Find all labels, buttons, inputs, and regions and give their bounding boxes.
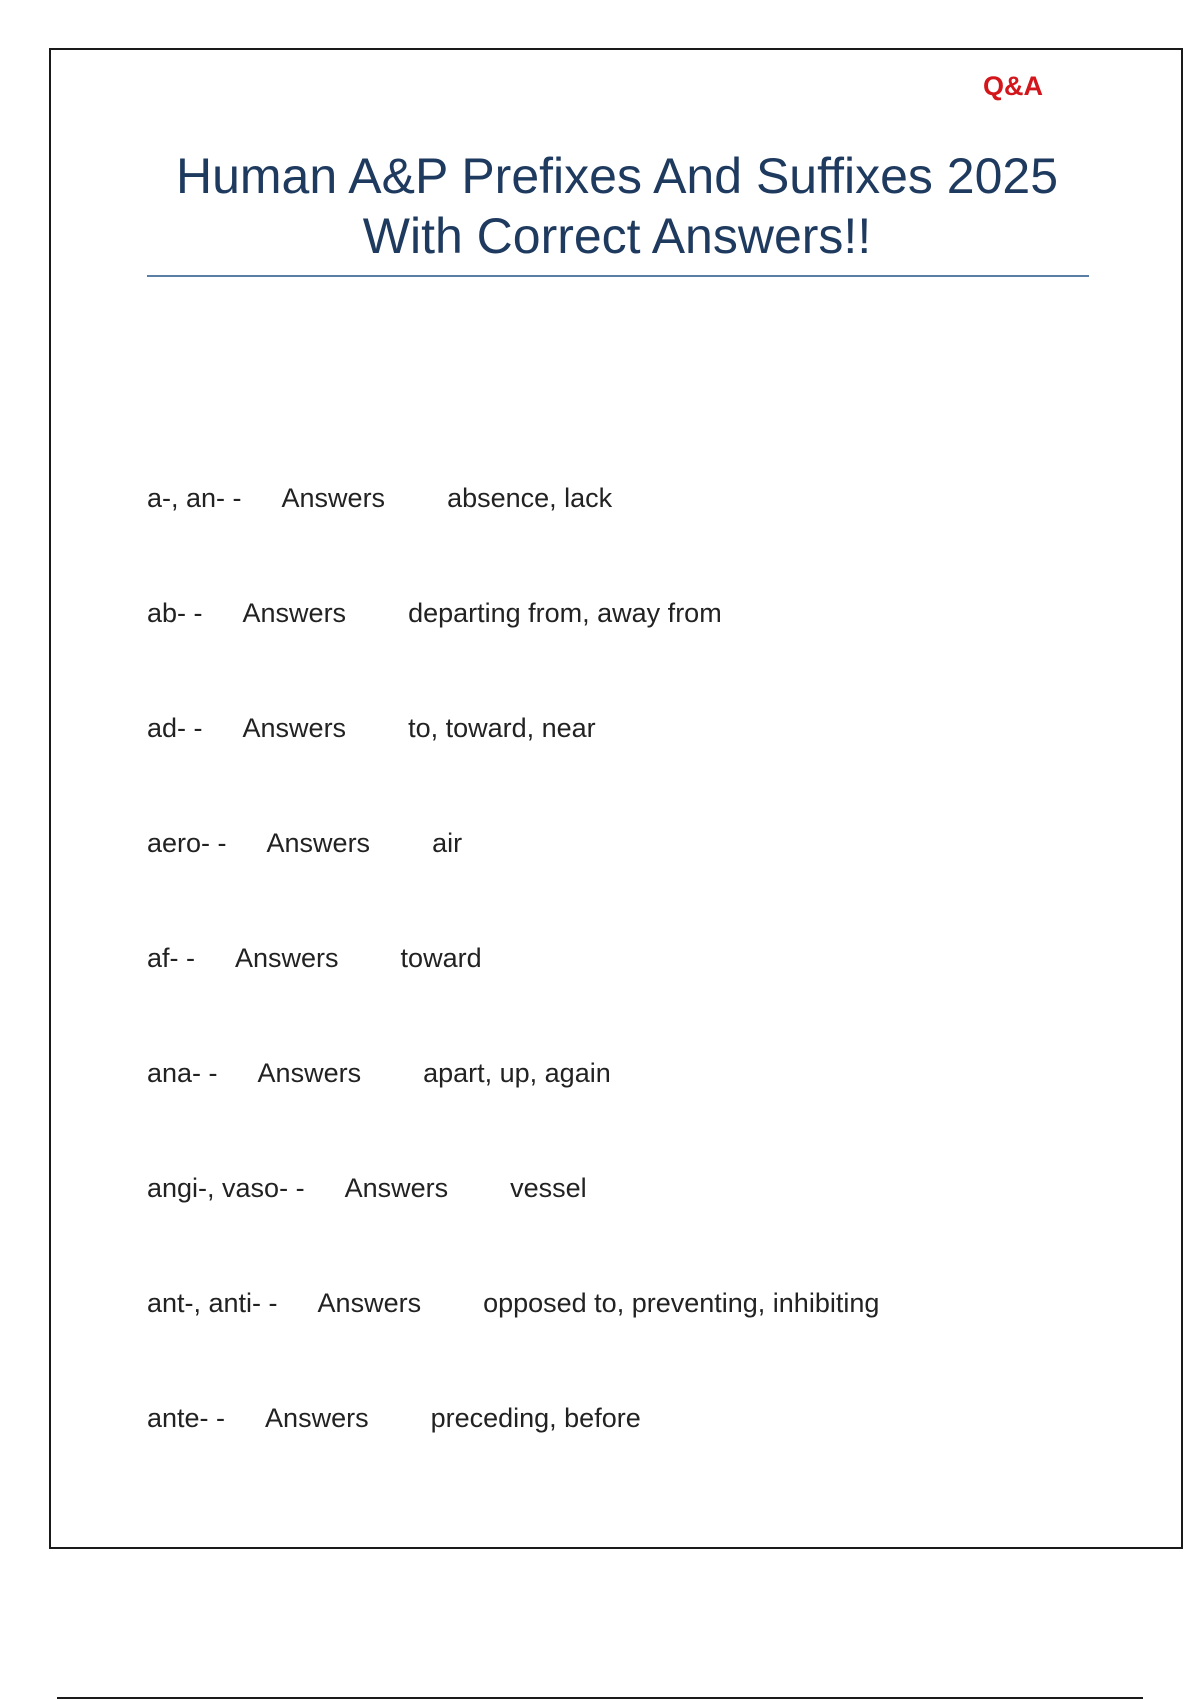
title-divider (147, 275, 1089, 277)
page-frame (49, 48, 1183, 1549)
list-item (147, 1398, 641, 1438)
entry-definition: toward (400, 943, 482, 973)
entry-term: ant-, anti- - (147, 1288, 278, 1318)
entry-term: a-, an- - (147, 483, 242, 513)
entry-term: ante- - (147, 1403, 226, 1433)
entry-definition: apart, up, again (423, 1058, 611, 1088)
entry-term: aero- - (147, 828, 227, 858)
entry-term: ab- - (147, 598, 203, 628)
entry-answer-label: Answers (265, 1403, 369, 1433)
entry-answer-label: Answers (257, 1058, 362, 1088)
title-line-1: Human A&P Prefixes And Suffixes 2025 (175, 148, 1059, 204)
list-item (147, 593, 722, 633)
entry-definition: absence, lack (447, 483, 613, 513)
qa-tag: Q&A (983, 71, 1043, 101)
entry-definition: preceding, before (430, 1403, 641, 1433)
entry-definition: to, toward, near (408, 713, 596, 743)
list-item (147, 823, 462, 863)
list-item (147, 708, 596, 748)
entry-term: ad- - (147, 713, 203, 743)
entry-answer-label: Answers (317, 1288, 422, 1318)
entry-answer-label: Answers (242, 598, 347, 628)
list-item (147, 1168, 587, 1208)
entry-term: angi-, vaso- - (147, 1173, 305, 1203)
entry-term: af- - (147, 943, 196, 973)
entry-definition: vessel (510, 1173, 587, 1203)
entry-definition: air (432, 828, 463, 858)
entry-definition: departing from, away from (408, 598, 722, 628)
list-item (147, 1053, 611, 1093)
list-item (147, 1283, 879, 1323)
entry-definition: opposed to, preventing, inhibiting (483, 1288, 880, 1318)
entry-answer-label: Answers (281, 483, 386, 513)
entry-answer-label: Answers (235, 943, 339, 973)
entry-answer-label: Answers (242, 713, 347, 743)
document-title (147, 146, 1087, 266)
list-item (147, 938, 482, 978)
entry-answer-label: Answers (344, 1173, 449, 1203)
entry-answer-label: Answers (266, 828, 371, 858)
entry-term: ana- - (147, 1058, 218, 1088)
title-line-2: With Correct Answers!! (362, 208, 872, 264)
footer-divider (57, 1697, 1143, 1699)
list-item (147, 478, 612, 518)
